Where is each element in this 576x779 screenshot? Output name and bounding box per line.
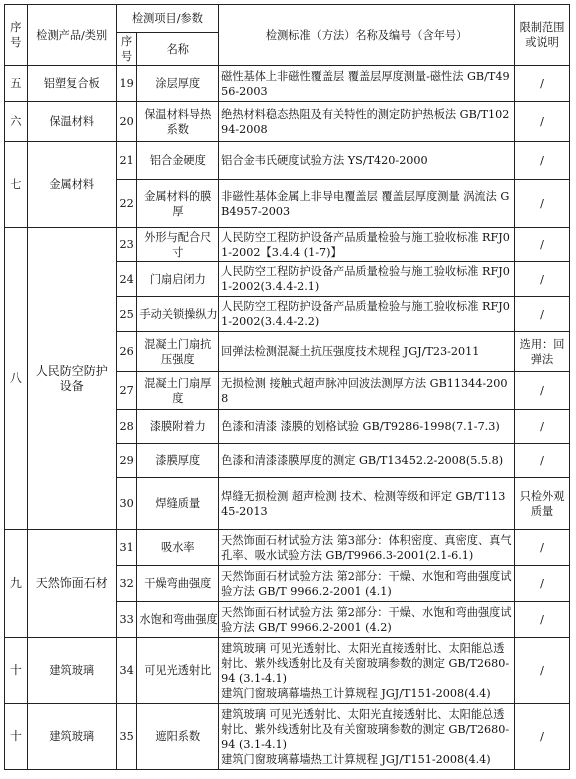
item-no: 23 [116, 228, 137, 262]
group-seq: 九 [5, 530, 28, 638]
item-limit: / [515, 262, 570, 297]
item-no: 28 [116, 410, 137, 444]
table-row [5, 66, 570, 102]
item-name: 手动关锁操纵力 [137, 297, 219, 332]
header-row [5, 5, 570, 33]
item-name: 金属材料的膜厚 [137, 180, 219, 228]
item-no: 30 [116, 478, 137, 530]
item-limit: / [515, 142, 570, 180]
item-limit: / [515, 228, 570, 262]
group-category: 保温材料 [27, 102, 116, 142]
item-name: 门扇启闭力 [137, 262, 219, 297]
item-name: 干燥弯曲强度 [137, 566, 219, 602]
header-item-group: 检测项目/参数 [116, 5, 218, 33]
item-name: 吸水率 [137, 530, 219, 566]
group-seq: 六 [5, 102, 28, 142]
item-standard [219, 704, 515, 770]
item-standard: 人民防空工程防护设备产品质量检验与施工验收标准 RFJ01-2002(3.4.4-2.2) [219, 297, 515, 332]
group-category: 建筑玻璃 [27, 638, 116, 704]
item-name: 可见光透射比 [137, 638, 219, 704]
item-name: 混凝土门扇厚度 [137, 372, 219, 410]
item-standard: 天然饰面石材试验方法 第3部分：体积密度、真密度、真气孔率、吸水试验方法 GB/T9966.3-2001(2.1-6.1) [219, 530, 515, 566]
item-limit: / [515, 602, 570, 638]
item-name: 漆膜附着力 [137, 410, 219, 444]
item-standard: 焊缝无损检测 超声检测 技术、检测等级和评定 GB/T11345-2013 [219, 478, 515, 530]
group-seq: 十 [5, 704, 28, 770]
header-seq: 序号 [5, 5, 28, 66]
item-no: 19 [116, 66, 137, 102]
item-standard: 人民防空工程防护设备产品质量检验与施工验收标准 RFJ01-2002(3.4.4-2.1) [219, 262, 515, 297]
standard-line: 建筑玻璃 可见光透射比、太阳光直接透射比、太阳能总透射比、紫外线透射比及有关窗玻璃参数的测定 GB/T2680-94 (3.1-4.1) [221, 707, 510, 751]
standard-line: 建筑门窗玻璃幕墙热工计算规程 JGJ/T151-2008(4.4) [221, 752, 491, 766]
header-limit: 限制范围或说明 [515, 5, 570, 66]
item-standard: 天然饰面石材试验方法 第2部分：干燥、水饱和弯曲强度试验方法 GB/T 9966.2-2001 (4.1) [219, 566, 515, 602]
group-category: 建筑玻璃 [27, 704, 116, 770]
item-standard: 色漆和清漆 漆膜的划格试验 GB/T9286-1998(7.1-7.3) [219, 410, 515, 444]
item-standard: 色漆和清漆漆膜厚度的测定 GB/T13452.2-2008(5.5.8) [219, 444, 515, 478]
header-standard: 检测标准（方法）名称及编号（含年号） [219, 5, 515, 66]
item-no: 25 [116, 297, 137, 332]
item-standard: 非磁性基体金属上非导电覆盖层 覆盖层厚度测量 涡流法 GB4957-2003 [219, 180, 515, 228]
item-limit: / [515, 638, 570, 704]
table-row [5, 102, 570, 142]
item-limit: / [515, 66, 570, 102]
group-seq: 十 [5, 638, 28, 704]
group-seq: 五 [5, 66, 28, 102]
item-limit: / [515, 410, 570, 444]
item-limit: / [515, 102, 570, 142]
item-limit: 只检外观质量 [515, 478, 570, 530]
item-limit: / [515, 566, 570, 602]
item-standard: 绝热材料稳态热阻及有关特性的测定防护热板法 GB/T10294-2008 [219, 102, 515, 142]
item-no: 31 [116, 530, 137, 566]
item-no: 33 [116, 602, 137, 638]
item-limit: / [515, 180, 570, 228]
item-limit: / [515, 704, 570, 770]
item-standard: 天然饰面石材试验方法 第2部分：干燥、水饱和弯曲强度试验方法 GB/T 9966.2-2001 (4.2) [219, 602, 515, 638]
table-row [5, 228, 570, 262]
item-name: 保温材料导热系数 [137, 102, 219, 142]
standards-table [4, 4, 570, 770]
group-seq: 七 [5, 142, 28, 228]
item-name: 焊缝质量 [137, 478, 219, 530]
table-row [5, 704, 570, 770]
table-row [5, 530, 570, 566]
item-no: 29 [116, 444, 137, 478]
table-row [5, 142, 570, 180]
group-seq: 八 [5, 228, 28, 530]
table-row [5, 638, 570, 704]
item-name: 铝合金硬度 [137, 142, 219, 180]
item-no: 20 [116, 102, 137, 142]
item-name: 遮阳系数 [137, 704, 219, 770]
header-item-seq: 序号 [116, 33, 137, 66]
item-name: 水饱和弯曲强度 [137, 602, 219, 638]
header-item-name: 名称 [137, 33, 219, 66]
header-product: 检测产品/类别 [27, 5, 116, 66]
item-limit: / [515, 372, 570, 410]
item-limit: 选用：回弹法 [515, 332, 570, 372]
item-name: 外形与配合尺寸 [137, 228, 219, 262]
item-limit: / [515, 530, 570, 566]
item-standard: 铝合金韦氏硬度试验方法 YS/T420-2000 [219, 142, 515, 180]
item-name: 涂层厚度 [137, 66, 219, 102]
item-limit: / [515, 297, 570, 332]
group-category: 天然饰面石材 [27, 530, 116, 638]
group-category: 金属材料 [27, 142, 116, 228]
item-no: 35 [116, 704, 137, 770]
standard-line: 建筑门窗玻璃幕墙热工计算规程 JGJ/T151-2008(4.4) [221, 686, 491, 700]
item-no: 34 [116, 638, 137, 704]
item-no: 24 [116, 262, 137, 297]
item-standard: 人民防空工程防护设备产品质量检验与施工验收标准 RFJ01-2002【3.4.4 (1-7)】 [219, 228, 515, 262]
item-no: 21 [116, 142, 137, 180]
item-standard: 磁性基体上非磁性覆盖层 覆盖层厚度测量-磁性法 GB/T4956-2003 [219, 66, 515, 102]
group-category: 铝塑复合板 [27, 66, 116, 102]
group-category: 人民防空防护设备 [27, 228, 116, 530]
item-no: 22 [116, 180, 137, 228]
standard-line: 建筑玻璃 可见光透射比、太阳光直接透射比、太阳能总透射比、紫外线透射比及有关窗玻璃参数的测定 GB/T2680-94 (3.1-4.1) [221, 641, 510, 685]
item-name: 漆膜厚度 [137, 444, 219, 478]
item-standard: 无损检测 接触式超声脉冲回波法测厚方法 GB11344-2008 [219, 372, 515, 410]
item-no: 27 [116, 372, 137, 410]
item-no: 32 [116, 566, 137, 602]
item-standard [219, 638, 515, 704]
item-standard: 回弹法检测混凝土抗压强度技术规程 JGJ/T23-2011 [219, 332, 515, 372]
item-name: 混凝土门扇抗压强度 [137, 332, 219, 372]
item-limit: / [515, 444, 570, 478]
item-no: 26 [116, 332, 137, 372]
